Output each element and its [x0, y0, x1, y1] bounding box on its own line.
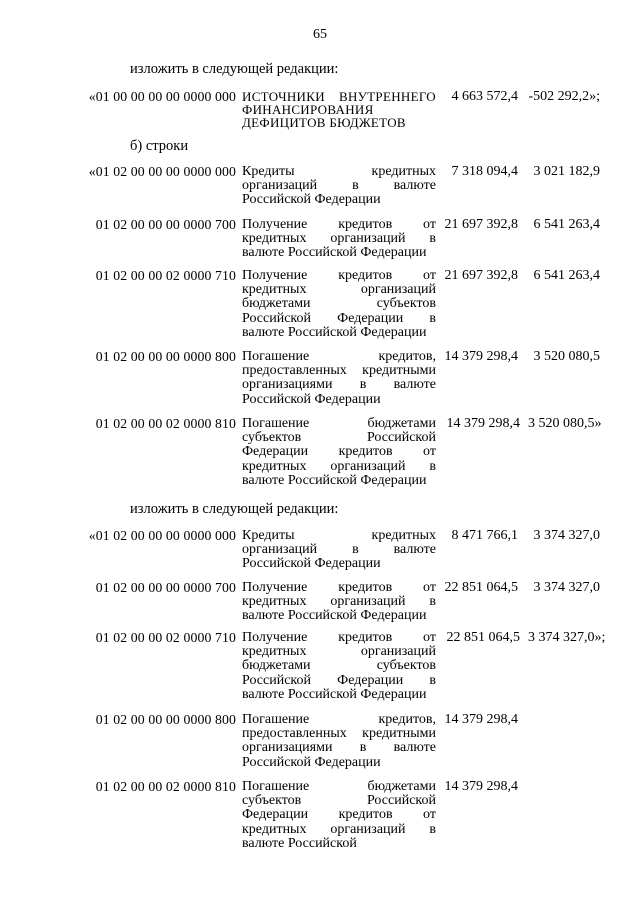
instruction-strings: б) строки: [130, 138, 189, 154]
value-first: 21 697 392,8: [444, 217, 518, 232]
table-row: [70, 630, 630, 702]
table-row: [70, 165, 630, 225]
budget-code: 01 02 00 00 02 0000 810: [95, 779, 236, 794]
row-name: Получение кредитов от кредитных организаций в валюте Российской Федерации: [242, 217, 436, 261]
value-first: 14 379 298,4: [446, 416, 520, 431]
table-row: [70, 779, 630, 851]
value-second: 3 374 327,0: [533, 528, 600, 543]
budget-code: «01 00 00 00 00 0000 000: [88, 89, 236, 104]
value-second: 3 520 080,5»: [528, 416, 602, 431]
value-first: 14 379 298,4: [444, 779, 518, 794]
row-name: Получение кредитов от кредитных организаций бюджетами субъектов Российской Федерации в валюте Российской Федерации: [242, 268, 436, 340]
row-name: Погашение кредитов, предоставленных кредитными организациями в валюте Российской Федерации: [242, 349, 436, 407]
table-row: [70, 713, 630, 773]
table-row: [70, 268, 630, 340]
table-row: [70, 416, 630, 488]
budget-code: 01 02 00 00 00 0000 800: [95, 349, 236, 364]
value-first: 21 697 392,8: [444, 268, 518, 283]
value-first: 14 379 298,4: [444, 712, 518, 727]
budget-code: 01 02 00 00 00 0000 700: [95, 217, 236, 232]
budget-code: 01 02 00 00 02 0000 810: [95, 416, 236, 431]
row-name: Получение кредитов от кредитных организаций бюджетами субъектов Российской Федерации в валюте Российской Федерации: [242, 630, 436, 702]
row-name: Получение кредитов от кредитных организаций в валюте Российской Федерации: [242, 580, 436, 624]
page-number: 65: [313, 27, 327, 42]
row-name: Погашение бюджетами субъектов Российской Федерации кредитов от кредитных организаций в валюте Российской: [242, 779, 436, 851]
value-second: 3 374 327,0»;: [528, 630, 606, 645]
row-name: Погашение кредитов, предоставленных кредитными организациями в валюте Российской Федерации: [242, 712, 436, 770]
budget-code: «01 02 00 00 00 0000 000: [88, 528, 236, 543]
value-first: 4 663 572,4: [451, 89, 518, 104]
budget-code: «01 02 00 00 00 0000 000: [88, 164, 236, 179]
value-second: 3 374 327,0: [533, 580, 600, 595]
value-first: 22 851 064,5: [444, 580, 518, 595]
value-second: -502 292,2»;: [528, 89, 600, 104]
budget-code: 01 02 00 00 02 0000 710: [95, 630, 236, 645]
budget-code: 01 02 00 00 00 0000 700: [95, 580, 236, 595]
value-second: 6 541 263,4: [533, 217, 600, 232]
budget-code: 01 02 00 00 02 0000 710: [95, 268, 236, 283]
row-name: Кредиты кредитных организаций в валюте Российской Федерации: [242, 164, 436, 208]
value-first: 7 318 094,4: [451, 164, 518, 179]
value-second: 3 021 182,9: [533, 164, 600, 179]
value-first: 14 379 298,4: [444, 349, 518, 364]
instruction-second: изложить в следующей редакции:: [130, 501, 339, 517]
row-name: Погашение бюджетами субъектов Российской Федерации кредитов от кредитных организаций в валюте Российской Федерации: [242, 416, 436, 488]
row-name: ИСТОЧНИКИ ВНУТРЕННЕГО ФИНАНСИРОВАНИЯ ДЕФИЦИТОВ БЮДЖЕТОВ: [242, 89, 436, 131]
row-name: Кредиты кредитных организаций в валюте Российской Федерации: [242, 528, 436, 572]
value-first: 22 851 064,5: [446, 630, 520, 645]
instruction-first: изложить в следующей редакции:: [130, 61, 339, 77]
budget-code: 01 02 00 00 00 0000 800: [95, 712, 236, 727]
table-row: [70, 350, 630, 410]
value-second: 6 541 263,4: [533, 268, 600, 283]
value-second: 3 520 080,5: [533, 349, 600, 364]
value-first: 8 471 766,1: [451, 528, 518, 543]
